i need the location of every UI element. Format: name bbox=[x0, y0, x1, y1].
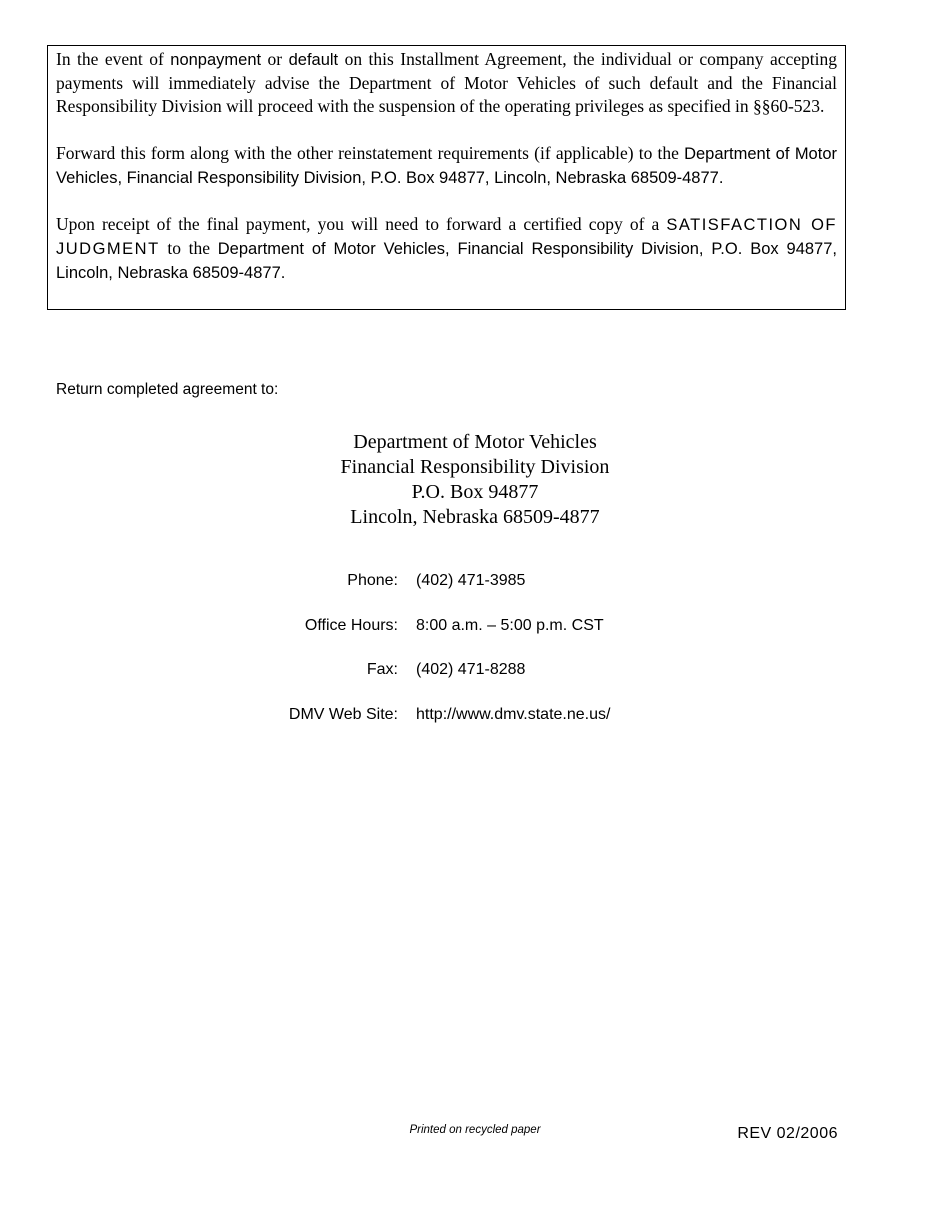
fax-label: Fax: bbox=[366, 661, 398, 679]
phone-label: Phone: bbox=[347, 572, 398, 589]
mailing-address bbox=[0, 430, 950, 530]
default-notice-paragraph bbox=[56, 48, 837, 119]
notice-text: Forward this form along with the other reinstatement requirements (if applicable) to the bbox=[56, 142, 685, 163]
address-line-department: Department of Motor Vehicles bbox=[353, 431, 597, 453]
return-label: Return completed agreement to: bbox=[56, 381, 279, 398]
notice-text: to the bbox=[159, 238, 218, 259]
address-line-city: Lincoln, Nebraska 68509-4877 bbox=[350, 506, 600, 528]
revision-label: REV 02/2006 bbox=[737, 1125, 838, 1142]
address-line-po-box: P.O. Box 94877 bbox=[411, 481, 539, 503]
phone-value: (402) 471-3985 bbox=[416, 572, 526, 589]
website-label: DMV Web Site: bbox=[288, 706, 398, 724]
notice-text: or bbox=[261, 49, 289, 69]
notice-text: In the event of bbox=[56, 49, 171, 69]
recycled-paper-note: Printed on recycled paper bbox=[409, 1124, 541, 1136]
dmv-address-inline: Department of Motor Vehicles, Financial Responsibility Division, P.O. Box 94877, Lincoln, Nebraska 68509-4877. bbox=[56, 240, 837, 283]
contact-row-fax bbox=[200, 661, 760, 706]
notice-text: on this Installment Agreement, the individual or company accepting payments will immediately advise the Department of Motor Vehicles of such default and the Financial Responsibility Division will proceed with the suspension of the operating privileges as specified in §§60-523. bbox=[56, 49, 838, 117]
dmv-address-inline: Department of Motor Vehicles, Financial Responsibility Division, P.O. Box 94877, Lincoln, Nebraska 68509-4877. bbox=[56, 144, 837, 187]
nonpayment-term: nonpayment bbox=[170, 51, 262, 69]
address-line-division: Financial Responsibility Division bbox=[340, 456, 610, 478]
website-link[interactable]: http://www.dmv.state.ne.us/ bbox=[416, 706, 611, 724]
satisfaction-of-judgment-term: SATISFACTION OF JUDGMENT bbox=[56, 216, 837, 259]
contact-row-office-hours bbox=[200, 617, 760, 662]
notice-box bbox=[47, 45, 846, 310]
default-term: default bbox=[288, 51, 339, 69]
notice-text: Upon receipt of the final payment, you will need to forward a certified copy of a bbox=[56, 214, 667, 235]
office-hours-value: 8:00 a.m. – 5:00 p.m. CST bbox=[416, 616, 604, 634]
office-hours-label: Office Hours: bbox=[304, 616, 398, 634]
final-payment-paragraph bbox=[56, 213, 837, 286]
contact-info bbox=[200, 572, 760, 751]
fax-value: (402) 471-8288 bbox=[416, 661, 526, 679]
contact-row-website bbox=[200, 706, 760, 751]
forward-form-paragraph bbox=[56, 142, 837, 190]
contact-row-phone bbox=[200, 572, 760, 617]
